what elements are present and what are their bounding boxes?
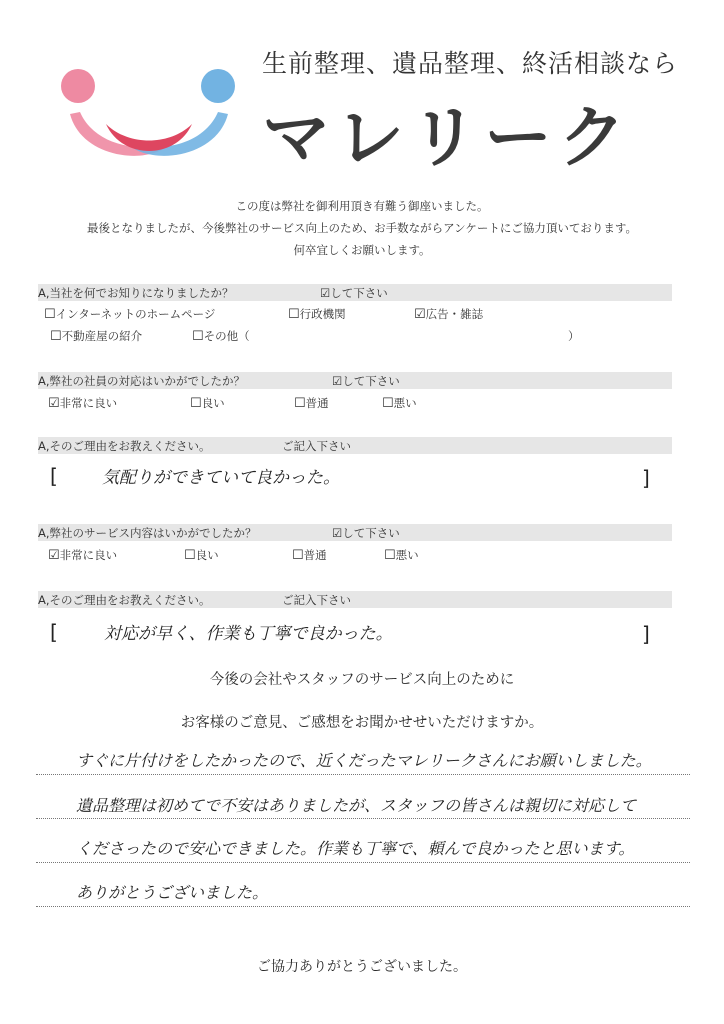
logo-mark <box>56 62 242 166</box>
feedback-line-4: ありがとうございました。 <box>76 883 269 902</box>
q1-option-other[interactable] <box>192 328 250 344</box>
intro-line-1: この度は弊社を御利用頂き有難う御座いました。 <box>235 199 489 213</box>
q2-option-good[interactable] <box>190 395 225 411</box>
q3-handwritten-answer: 気配りができていて良かった。 <box>102 468 340 488</box>
option-label: 普通 <box>303 548 327 562</box>
q5-close-bracket: ] <box>642 622 650 646</box>
q2-label: A,弊社の社員の対応はいかがでしたか？ <box>38 374 246 388</box>
q3-close-bracket: ] <box>642 466 650 490</box>
q3-label: A,そのご理由をお教えください。 <box>38 439 211 453</box>
q4-option-very-good[interactable] <box>48 547 117 563</box>
option-label: 不動産屋の紹介 <box>61 329 143 343</box>
option-label: 非常に良い <box>59 396 118 410</box>
checkbox-icon: ☐ <box>382 396 394 411</box>
option-label: 良い <box>195 548 219 562</box>
q1-option-real-estate[interactable] <box>50 328 142 344</box>
q3-hint: ご記入下さい <box>282 439 351 453</box>
q5-open-bracket: [ <box>50 620 58 644</box>
q2-option-bad[interactable] <box>382 395 417 411</box>
option-label: 普通 <box>305 396 329 410</box>
option-label: 行政機関 <box>299 307 346 321</box>
q2-option-very-good[interactable] <box>48 395 117 411</box>
option-label: インターネットのホームページ <box>55 307 216 321</box>
feedback-prompt-2: お客様のご意見、ご感想をお聞かせせいただけますか。 <box>180 715 544 731</box>
footer-thanks: ご協力ありがとうございました。 <box>257 959 467 975</box>
feedback-line-1: すぐに片付けをしたかったので、近くだったマレリークさんにお願いしました。 <box>76 751 652 770</box>
q2-hint: ☑して下さい <box>332 374 400 388</box>
q1-option-government[interactable] <box>288 306 346 322</box>
logo-pink-dot <box>61 69 95 103</box>
tagline: 生前整理、遺品整理、終活相談なら <box>262 49 679 78</box>
ruled-line <box>36 774 690 775</box>
checkbox-icon: ☐ <box>192 329 204 344</box>
ruled-line <box>36 818 690 819</box>
q4-hint: ☑して下さい <box>332 526 400 540</box>
option-label: その他（ <box>203 329 250 343</box>
checkbox-icon: ☐ <box>292 548 304 563</box>
feedback-line-2: 遺品整理は初めてで不安はありましたが、スタッフの皆さんは親切に対応して <box>76 796 637 815</box>
q3-open-bracket: [ <box>50 464 58 488</box>
q1-label: A,当社を何でお知りになりましたか？ <box>38 286 234 300</box>
logo-blue-dot <box>201 69 235 103</box>
checkbox-icon: ☐ <box>384 548 396 563</box>
q1-other-close-paren: ） <box>568 329 580 343</box>
checkbox-icon: ☐ <box>184 548 196 563</box>
q1-option-advertising[interactable] <box>414 306 483 322</box>
q1-hint: ☑して下さい <box>320 286 388 300</box>
checked-checkbox-icon: ☑ <box>414 307 426 322</box>
brand-name: マレリーク <box>262 99 633 178</box>
option-label: 非常に良い <box>59 548 118 562</box>
q4-label: A,弊社のサービス内容はいかがでしたか？ <box>38 526 257 540</box>
option-label: 良い <box>201 396 225 410</box>
q4-option-good[interactable] <box>184 547 219 563</box>
feedback-line-3: くださったので安心できました。作業も丁寧で、頼んで良かったと思います。 <box>76 839 635 858</box>
checkbox-icon: ☐ <box>50 329 62 344</box>
intro-line-3: 何卒宜しくお願いします。 <box>293 243 431 257</box>
option-label: 悪い <box>395 548 419 562</box>
option-label: 広告・雑誌 <box>425 307 484 321</box>
checked-checkbox-icon: ☑ <box>48 548 60 563</box>
q1-option-internet[interactable] <box>44 306 215 322</box>
q4-option-bad[interactable] <box>384 547 419 563</box>
feedback-prompt-1: 今後の会社やスタッフのサービス向上のために <box>209 672 515 688</box>
checkbox-icon: ☐ <box>294 396 306 411</box>
q2-option-average[interactable] <box>294 395 329 411</box>
checkbox-icon: ☐ <box>190 396 202 411</box>
ruled-line <box>36 862 690 863</box>
option-label: 悪い <box>393 396 417 410</box>
intro-line-2: 最後となりましたが、今後弊社のサービス向上のため、お手数ながらアンケートにご協力頂いております。 <box>87 221 637 235</box>
q5-label: A,そのご理由をお教えください。 <box>38 593 211 607</box>
q4-option-average[interactable] <box>292 547 327 563</box>
q5-handwritten-answer: 対応が早く、作業も丁寧で良かった。 <box>104 624 393 644</box>
checkbox-icon: ☐ <box>288 307 300 322</box>
q5-hint: ご記入下さい <box>282 593 351 607</box>
ruled-line <box>36 906 690 907</box>
checked-checkbox-icon: ☑ <box>48 396 60 411</box>
checkbox-icon: ☐ <box>44 307 56 322</box>
